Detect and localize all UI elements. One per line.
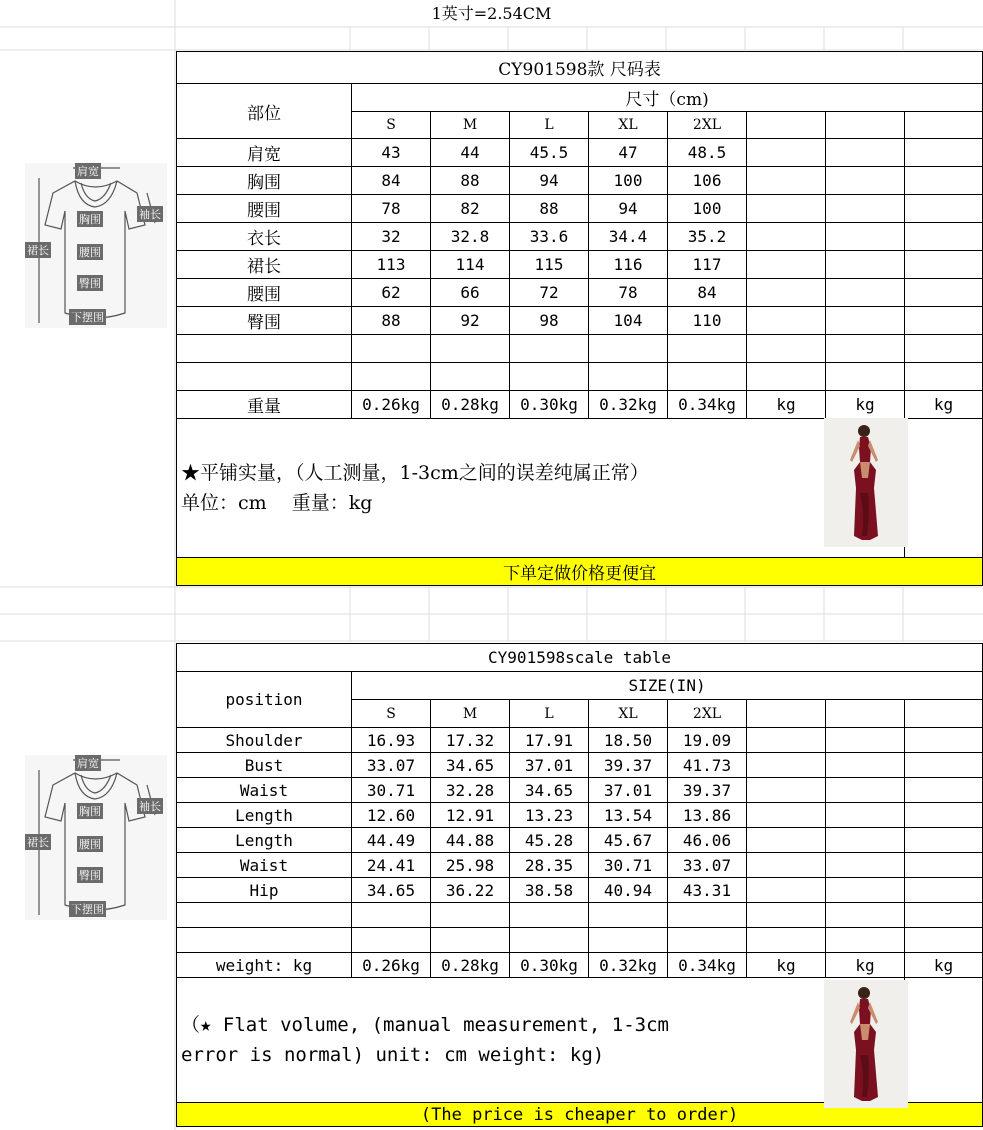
measurement-value: 40.94	[589, 878, 668, 903]
garment-diagram	[25, 755, 167, 920]
measurement-value: 44.88	[431, 828, 510, 853]
diagram-label-chest: 胸围	[79, 805, 101, 818]
measurement-label: Bust	[177, 753, 352, 778]
empty-cell	[747, 803, 826, 828]
measurement-value: 78	[352, 195, 431, 223]
empty-cell	[826, 728, 905, 753]
empty-cell	[905, 828, 983, 853]
empty-cell	[747, 223, 826, 251]
table-row	[177, 853, 983, 878]
measurement-value: 46.06	[668, 828, 747, 853]
measurement-value: 45.67	[589, 828, 668, 853]
measurement-value: 84	[352, 167, 431, 195]
empty-cell	[826, 753, 905, 778]
measurement-value: 30.71	[352, 778, 431, 803]
empty-cell	[905, 307, 983, 335]
weight-value: 0.28kg	[431, 953, 510, 978]
diagram-label-waist: 腰围	[79, 246, 101, 259]
measurement-label: 衣长	[177, 223, 352, 251]
measurement-value: 110	[668, 307, 747, 335]
empty-cell	[826, 139, 905, 167]
table-row	[177, 139, 983, 167]
measurement-value: 36.22	[431, 878, 510, 903]
measurement-label: Waist	[177, 853, 352, 878]
size-label: XL	[589, 700, 668, 728]
weight-label: weight: kg	[177, 953, 352, 978]
measurement-label: Waist	[177, 778, 352, 803]
weight-value: 0.28kg	[431, 391, 510, 419]
unit-conversion-note: 1英寸=2.54CM	[431, 4, 552, 23]
weight-value: 0.30kg	[510, 953, 589, 978]
empty-cell	[905, 803, 983, 828]
size-label: 2XL	[668, 700, 747, 728]
measurement-value: 116	[589, 251, 668, 279]
measurement-value: 72	[510, 279, 589, 307]
measurement-value: 100	[668, 195, 747, 223]
measurement-value: 39.37	[668, 778, 747, 803]
measurement-value: 13.54	[589, 803, 668, 828]
measurement-value: 78	[589, 279, 668, 307]
measurement-value: 12.91	[431, 803, 510, 828]
measurement-value: 94	[589, 195, 668, 223]
note-line: ★平铺实量，（人工测量，1-3cm之间的误差纯属正常）	[181, 462, 649, 484]
size-label: S	[352, 112, 431, 139]
size-header: SIZE(IN)	[352, 672, 983, 700]
empty-cell	[747, 195, 826, 223]
measurement-value: 34.4	[589, 223, 668, 251]
measurement-value: 114	[431, 251, 510, 279]
order-banner: (The price is cheaper to order)	[177, 1103, 983, 1127]
measurement-value: 17.32	[431, 728, 510, 753]
measurement-value: 30.71	[589, 853, 668, 878]
diagram-label-hip: 臀围	[79, 869, 101, 882]
size-label	[826, 700, 905, 728]
measurement-value: 45.5	[510, 139, 589, 167]
empty-cell	[826, 307, 905, 335]
empty-cell	[747, 828, 826, 853]
table-row	[177, 778, 983, 803]
measurement-value: 35.2	[668, 223, 747, 251]
empty-cell	[747, 251, 826, 279]
diagram-label-skirt-length: 裙长	[27, 836, 49, 849]
table-row	[177, 167, 983, 195]
measurement-label: 腰围	[177, 279, 352, 307]
note-line: 单位：cm 重量：kg	[181, 492, 373, 514]
chart-title: CY901598款 尺码表	[177, 52, 983, 84]
measurement-value: 19.09	[668, 728, 747, 753]
size-label: XL	[589, 112, 668, 139]
weight-value: 0.32kg	[589, 391, 668, 419]
measurement-note	[177, 978, 905, 1103]
empty-cell	[905, 728, 983, 753]
measurement-value: 33.07	[668, 853, 747, 878]
measurement-value: 84	[668, 279, 747, 307]
measurement-value: 94	[510, 167, 589, 195]
table-row	[177, 828, 983, 853]
weight-value: kg	[905, 391, 983, 419]
empty-cell	[747, 167, 826, 195]
size-label: 2XL	[668, 112, 747, 139]
measurement-value: 66	[431, 279, 510, 307]
diagram-label-chest: 胸围	[79, 213, 101, 226]
empty-cell	[747, 778, 826, 803]
measurement-label: Shoulder	[177, 728, 352, 753]
size-label: M	[431, 700, 510, 728]
measurement-value: 43.31	[668, 878, 747, 903]
measurement-value: 45.28	[510, 828, 589, 853]
empty-cell	[826, 223, 905, 251]
size-label: M	[431, 112, 510, 139]
garment-diagram	[25, 163, 167, 328]
size-label	[905, 112, 983, 139]
empty-cell	[826, 195, 905, 223]
measurement-value: 41.73	[668, 753, 747, 778]
size-header: 尺寸（cm)	[352, 84, 983, 112]
measurement-value: 12.60	[352, 803, 431, 828]
empty-cell	[826, 778, 905, 803]
note-line: （★ Flat volume, (manual measurement, 1-3cm	[181, 1014, 669, 1036]
empty-cell	[905, 279, 983, 307]
size-label	[747, 700, 826, 728]
weight-value: kg	[826, 953, 905, 978]
empty-cell	[826, 828, 905, 853]
empty-cell	[905, 853, 983, 878]
measurement-value: 106	[668, 167, 747, 195]
table-row	[177, 728, 983, 753]
measurement-value: 104	[589, 307, 668, 335]
measurement-value: 113	[352, 251, 431, 279]
diagram-label-shoulder: 肩宽	[77, 165, 99, 178]
diagram-label-hem: 下摆围	[71, 903, 104, 916]
weight-value: kg	[905, 953, 983, 978]
empty-cell	[826, 803, 905, 828]
table-row	[177, 803, 983, 828]
empty-cell	[747, 853, 826, 878]
table-row	[177, 195, 983, 223]
empty-cell	[905, 753, 983, 778]
weight-value: kg	[826, 391, 905, 419]
measurement-value: 100	[589, 167, 668, 195]
weight-value: 0.34kg	[668, 391, 747, 419]
order-banner: 下单定做价格更便宜	[177, 558, 983, 586]
empty-cell	[905, 251, 983, 279]
weight-value: 0.34kg	[668, 953, 747, 978]
empty-cell	[747, 139, 826, 167]
size-label	[905, 700, 983, 728]
empty-cell	[747, 878, 826, 903]
product-photo	[824, 418, 908, 547]
measurement-value: 37.01	[589, 778, 668, 803]
weight-value: 0.26kg	[352, 953, 431, 978]
measurement-value: 34.65	[510, 778, 589, 803]
empty-cell	[747, 753, 826, 778]
measurement-value: 115	[510, 251, 589, 279]
measurement-label: 臀围	[177, 307, 352, 335]
diagram-label-hem: 下摆围	[71, 311, 104, 324]
measurement-value: 33.6	[510, 223, 589, 251]
measurement-value: 24.41	[352, 853, 431, 878]
measurement-value: 62	[352, 279, 431, 307]
empty-cell	[905, 167, 983, 195]
table-row	[177, 223, 983, 251]
measurement-value: 88	[510, 195, 589, 223]
measurement-value: 25.98	[431, 853, 510, 878]
measurement-value: 47	[589, 139, 668, 167]
measurement-value: 88	[352, 307, 431, 335]
measurement-label: 腰围	[177, 195, 352, 223]
measurement-value: 38.58	[510, 878, 589, 903]
measurement-value: 92	[431, 307, 510, 335]
table-row	[177, 307, 983, 335]
measurement-value: 13.23	[510, 803, 589, 828]
diagram-label-sleeve: 袖长	[139, 800, 161, 813]
table-row	[177, 251, 983, 279]
measurement-value: 17.91	[510, 728, 589, 753]
weight-label: 重量	[177, 391, 352, 419]
weight-value: 0.30kg	[510, 391, 589, 419]
measurement-value: 44	[431, 139, 510, 167]
measurement-value: 13.86	[668, 803, 747, 828]
measurement-value: 28.35	[510, 853, 589, 878]
size-label	[747, 112, 826, 139]
empty-cell	[747, 279, 826, 307]
empty-cell	[905, 223, 983, 251]
measurement-label: 裙长	[177, 251, 352, 279]
measurement-value: 44.49	[352, 828, 431, 853]
chart-title: CY901598scale table	[177, 644, 983, 672]
measurement-label: Length	[177, 803, 352, 828]
empty-cell	[826, 167, 905, 195]
measurement-value: 32	[352, 223, 431, 251]
diagram-label-skirt-length: 裙长	[27, 244, 49, 257]
empty-cell	[826, 878, 905, 903]
weight-value: 0.32kg	[589, 953, 668, 978]
measurement-label: 胸围	[177, 167, 352, 195]
empty-cell	[747, 728, 826, 753]
measurement-value: 18.50	[589, 728, 668, 753]
measurement-value: 39.37	[589, 753, 668, 778]
empty-cell	[826, 279, 905, 307]
measurement-value: 98	[510, 307, 589, 335]
size-label	[826, 112, 905, 139]
size-label: S	[352, 700, 431, 728]
empty-cell	[905, 878, 983, 903]
diagram-label-waist: 腰围	[79, 838, 101, 851]
measurement-value: 34.65	[352, 878, 431, 903]
measurement-value: 37.01	[510, 753, 589, 778]
diagram-label-sleeve: 袖长	[139, 208, 161, 221]
measurement-value: 32.28	[431, 778, 510, 803]
measurement-label: Length	[177, 828, 352, 853]
table-row	[177, 279, 983, 307]
measurement-value: 32.8	[431, 223, 510, 251]
part-header: position	[177, 672, 352, 728]
empty-cell	[905, 195, 983, 223]
diagram-label-shoulder: 肩宽	[77, 757, 99, 770]
measurement-label: Hip	[177, 878, 352, 903]
empty-cell	[905, 778, 983, 803]
part-header: 部位	[177, 84, 352, 139]
weight-value: kg	[747, 953, 826, 978]
note-line: error is normal) unit: cm weight: kg)	[181, 1044, 605, 1066]
empty-cell	[905, 139, 983, 167]
measurement-note	[177, 419, 905, 558]
weight-value: kg	[747, 391, 826, 419]
product-photo	[824, 980, 908, 1108]
measurement-value: 82	[431, 195, 510, 223]
measurement-value: 88	[431, 167, 510, 195]
diagram-label-hip: 臀围	[79, 277, 101, 290]
empty-cell	[747, 307, 826, 335]
weight-value: 0.26kg	[352, 391, 431, 419]
table-row	[177, 753, 983, 778]
table-row	[177, 878, 983, 903]
empty-cell	[826, 251, 905, 279]
size-label: L	[510, 700, 589, 728]
measurement-label: 肩宽	[177, 139, 352, 167]
measurement-value: 34.65	[431, 753, 510, 778]
measurement-value: 43	[352, 139, 431, 167]
measurement-value: 48.5	[668, 139, 747, 167]
measurement-value: 16.93	[352, 728, 431, 753]
empty-cell	[826, 853, 905, 878]
measurement-value: 117	[668, 251, 747, 279]
measurement-value: 33.07	[352, 753, 431, 778]
size-label: L	[510, 112, 589, 139]
